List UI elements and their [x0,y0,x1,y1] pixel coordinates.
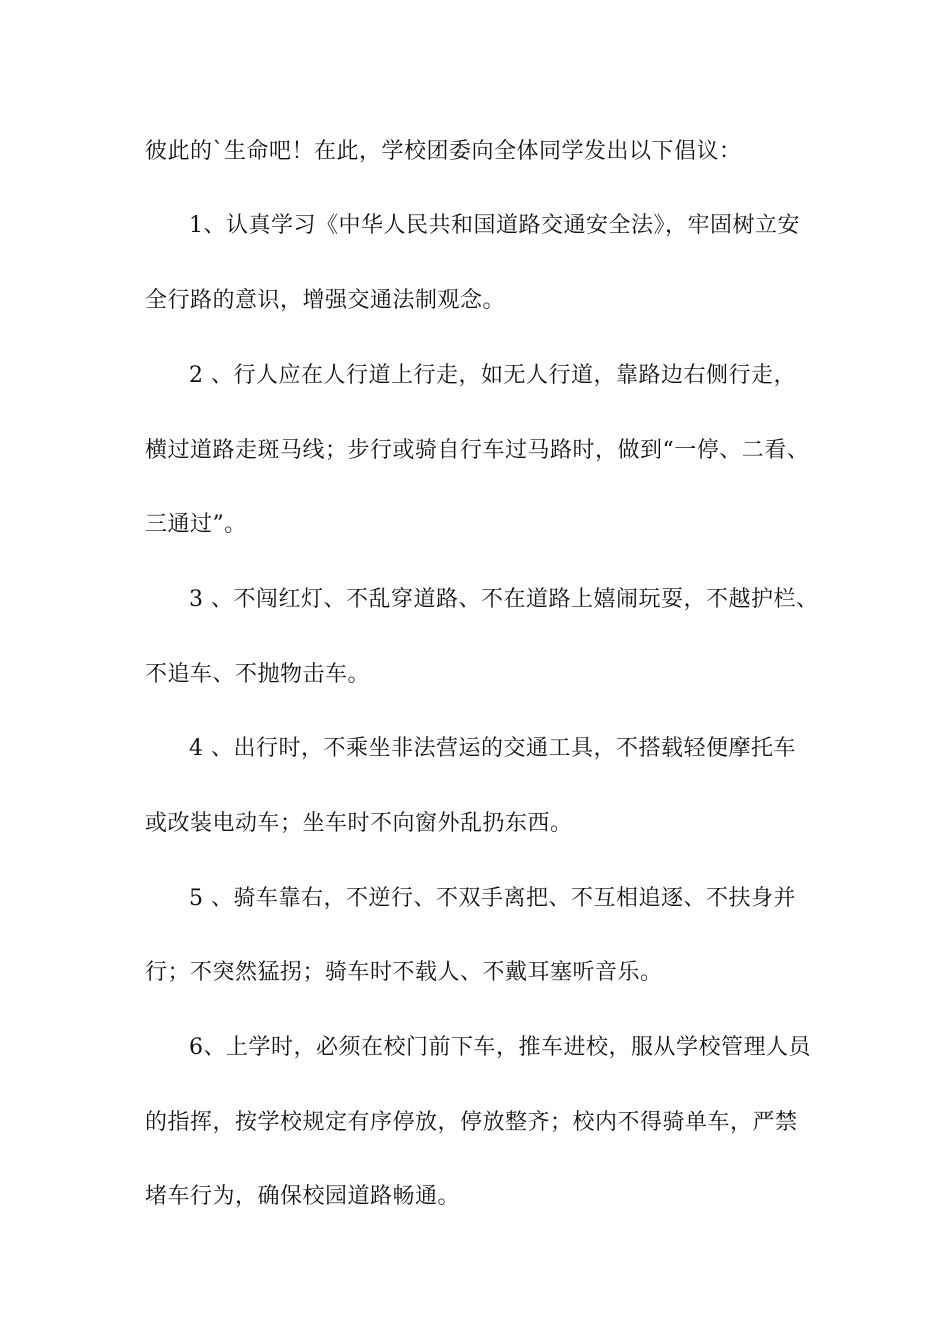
text-line: 3 、不闯红灯、不乱穿道路、不在道路上嬉闹玩耍，不越护栏、 [189,587,819,612]
text-line: 彼此的`生命吧！在此，学校团委向全体同学发出以下倡议： [145,139,742,164]
text-line: 6、上学时，必须在校门前下车，推车进校，服从学校管理人员 [189,1035,811,1060]
text-line: 全行路的意识，增强交通法制观念。 [145,288,506,313]
text-line: 5 、骑车靠右，不逆行、不双手离把、不互相追逐、不扶身并 [189,886,796,911]
text-line: 的指挥，按学校规定有序停放，停放整齐；校内不得骑单车，严禁 [145,1110,798,1135]
text-line: 三通过”。 [145,512,247,537]
text-line: 或改装电动车；坐车时不向窗外乱扔东西。 [145,811,573,836]
text-line: 横过道路走斑马线；步行或骑自行车过马路时，做到“一停、二看、 [145,438,810,463]
text-line: 不追车、不抛物击车。 [145,662,371,687]
text-line: 堵车行为，确保校园道路畅通。 [145,1184,461,1209]
text-line: 1、认真学习《中华人民共和国道路交通安全法》，牢固树立安 [189,213,800,238]
text-line: 4 、出行时，不乘坐非法营运的交通工具，不搭载轻便摩托车 [189,736,796,761]
text-line: 2 、行人应在人行道上行走，如无人行道，靠路边右侧行走， [189,363,796,388]
text-line: 行；不突然猛拐；骑车时不载人、不戴耳塞听音乐。 [145,960,663,985]
